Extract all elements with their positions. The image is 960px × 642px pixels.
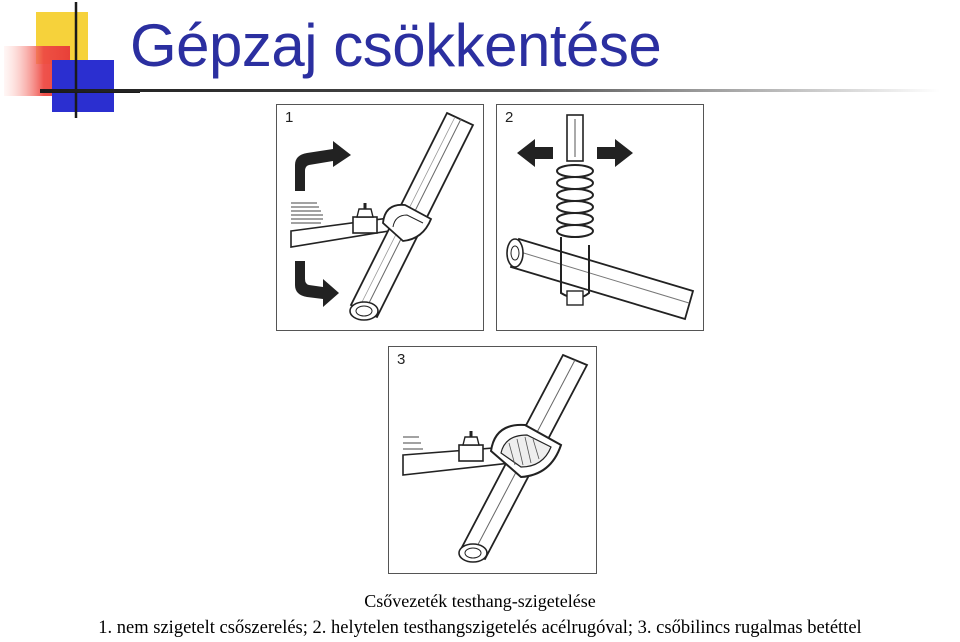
steel-spring-hanger-illustration <box>497 105 705 332</box>
logo-blue-square <box>52 60 114 112</box>
vibration-arrow-down-icon <box>295 261 339 307</box>
panel-number-3: 3 <box>397 351 406 368</box>
panel-number-2: 2 <box>505 109 514 126</box>
figure-caption-title: Csővezeték testhang-szigetelése <box>364 591 596 611</box>
pipe-clamp-elastic-insert-illustration <box>389 347 598 575</box>
figure-caption-legend: 1. nem szigetelt csőszerelés; 2. helytelen testhangszigetelés acélrugóval; 3. csőbilincs rugalmas betéttel <box>98 618 862 638</box>
figure-panel-3 <box>388 346 597 574</box>
vibration-arrow-up-icon <box>295 141 351 191</box>
figure-panel-2 <box>496 104 704 331</box>
slide-logo-decoration <box>0 0 140 120</box>
arrow-right-icon <box>597 139 633 167</box>
figure-panel-1 <box>276 104 484 331</box>
pipe-clamp-uninsulated-illustration <box>277 105 485 332</box>
panel-number-1: 1 <box>285 109 294 126</box>
slide-title: Gépzaj csökkentése <box>130 12 662 79</box>
title-underline <box>40 88 940 94</box>
arrow-left-icon <box>517 139 553 167</box>
